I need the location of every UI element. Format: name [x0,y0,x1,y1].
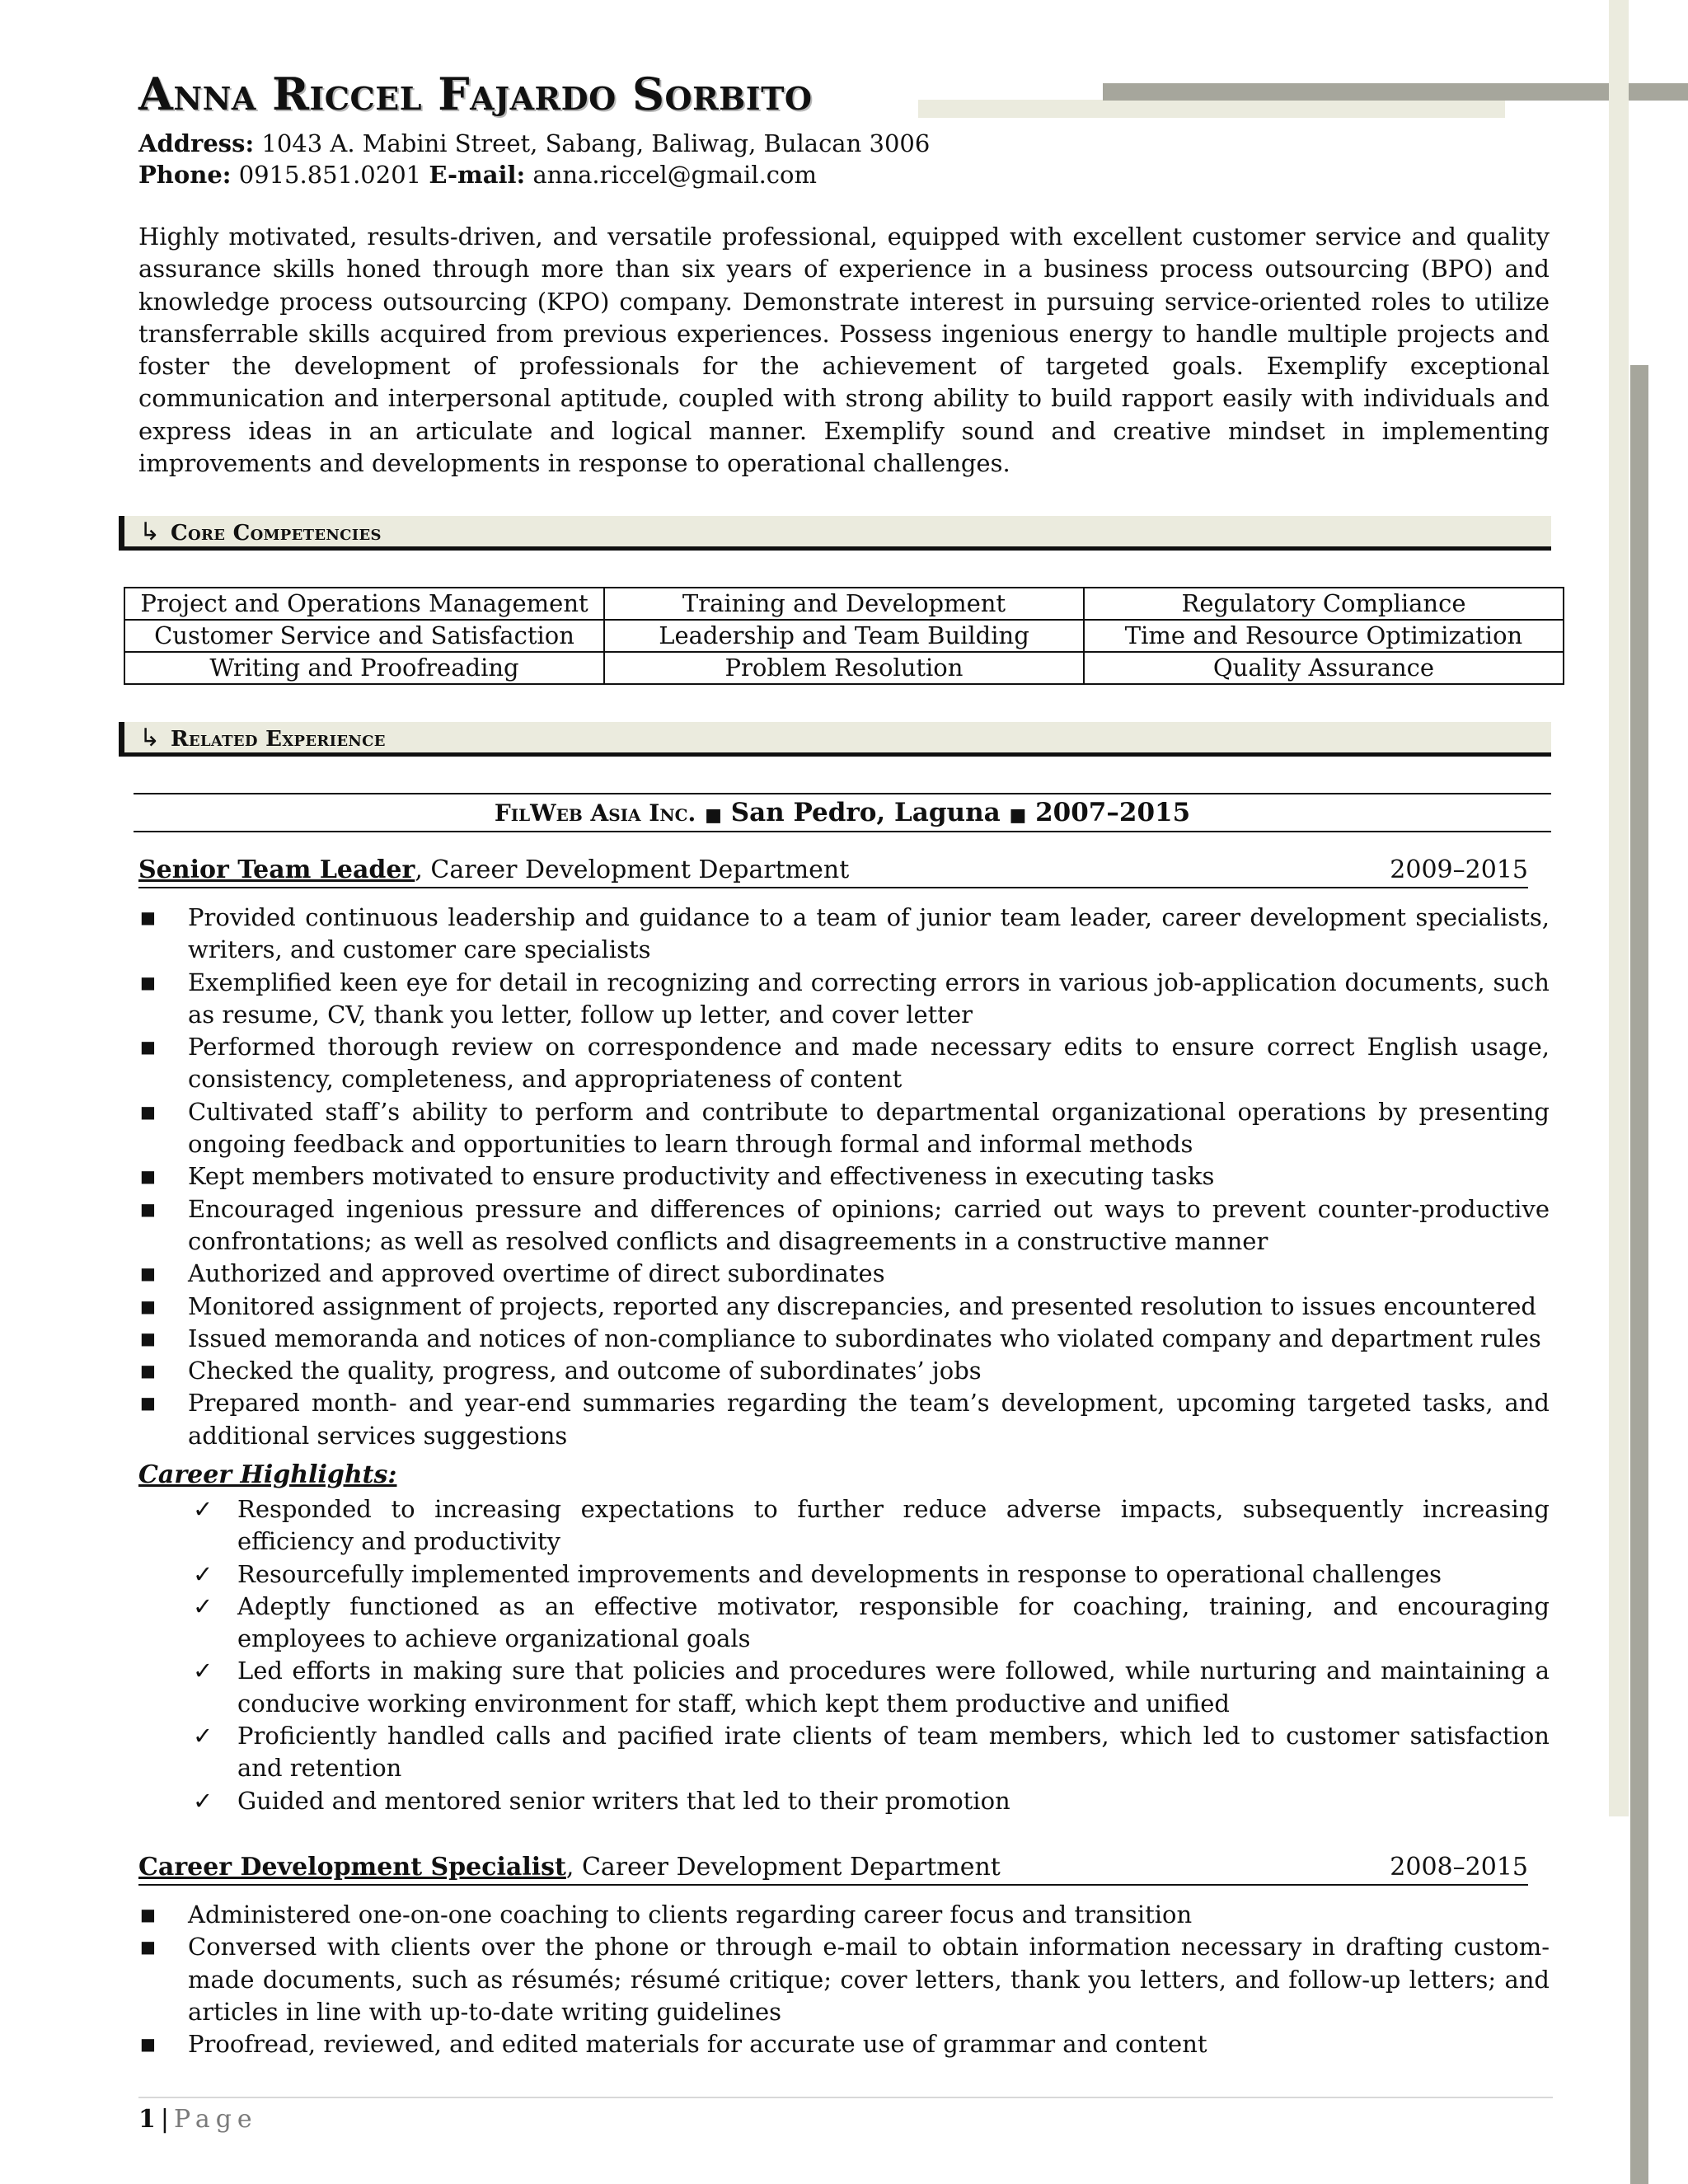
email-label: E-mail: [429,161,526,189]
square-bullet-icon: ■ [140,1263,156,1284]
competency-cell: Customer Service and Satisfaction [124,620,604,652]
list-item: ■ Administered one-on-one coaching to clients regarding career focus and transition [138,1899,1550,1931]
phone-label: Phone: [138,161,232,189]
competency-cell: Writing and Proofreading [124,652,604,684]
role-department: , Career Development Department [565,1853,1001,1882]
address-label: Address: [138,129,255,157]
square-bullet-icon: ■ [140,1937,156,1957]
contact-line [138,159,817,190]
role-title: Career Development Specialist [138,1853,566,1882]
role-years: 2008–2015 [1390,1853,1528,1882]
table-row [124,652,1564,684]
competency-cell: Leadership and Team Building [604,620,1084,652]
list-item: ✓ Led efforts in making sure that policies and procedures were followed, while nurturing and maintaining a conducive working environment for staff, which kept them productive and unified [193,1657,1550,1718]
competency-cell: Project and Operations Management [124,588,604,620]
side-deco-bar-dark [1630,365,1648,2184]
career-highlights-title: Career Highlights: [138,1460,397,1489]
curved-arrow-icon: ↳ [139,518,161,546]
list-item: ■ Authorized and approved overtime of direct subordinates [138,1258,1550,1290]
list-item: ■ Monitored assignment of projects, reported any discrepancies, and presented resolution to issues encountered [138,1291,1550,1323]
list-item: ■ Conversed with clients over the phone or through e-mail to obtain information necessary in drafting custom-made documents, such as résumés; résumé critique; cover letters, thank you letters, and follow-up letters; and articles in line with up-to-date writing guidelines [140,1933,1550,2026]
competency-cell: Time and Resource Optimization [1084,620,1564,652]
square-bullet-icon: ■ [140,972,156,992]
checkmark-icon: ✓ [193,1559,213,1588]
footer-separator: | [160,2105,169,2134]
square-bullet-icon: ■ [140,1328,156,1348]
role-senior-team-leader [138,854,1528,888]
candidate-name: Anna Riccel Fajardo Sorbito [138,68,813,120]
curved-arrow-icon: ↳ [139,724,161,752]
competency-cell: Quality Assurance [1084,652,1564,684]
footer-divider [138,2097,1553,2098]
company-location: San Pedro, Laguna [730,798,1001,827]
section-core-competencies [119,516,1551,551]
list-item: ✓ Adeptly functioned as an effective motivator, responsible for coaching, training, and encouraging employees to achieve organizational goals [193,1591,1550,1653]
career-highlights-list [188,1493,1550,1817]
list-item: ✓ Responded to increasing expectations to further reduce adverse impacts, subsequently increasing efficiency and productivity [193,1495,1550,1556]
square-bullet-icon: ■ [140,2034,156,2055]
checkmark-icon: ✓ [193,1786,213,1815]
side-deco-bar-light [1609,0,1629,1816]
square-bullet-icon: ■ [705,805,722,826]
square-bullet-icon: ■ [140,1361,156,1381]
list-item: ✓ Proficiently handled calls and pacified irate clients of team members, which led to customer satisfaction and retention [193,1722,1550,1783]
role-years: 2009–2015 [1390,855,1528,884]
header-deco-bar-dark [1103,83,1688,101]
square-bullet-icon: ■ [140,1101,156,1122]
email-value: anna.riccel@gmail.com [532,161,817,189]
competencies-table [124,587,1564,685]
square-bullet-icon: ■ [140,1037,156,1057]
competency-cell: Problem Resolution [604,652,1084,684]
list-item: ■ Encouraged ingenious pressure and differences of opinions; carried out ways to prevent counter-productive confrontations; as well as resolved conflicts and disagreements in a constructive manner [140,1194,1550,1255]
section-title: Core Competencies [171,521,382,546]
address-line [138,128,930,159]
role2-duties-list [138,1899,1550,2060]
list-item: ■ Proofread, reviewed, and edited materials for accurate use of grammar and content [138,2028,1550,2060]
header-deco-bar-light [918,100,1505,118]
checkmark-icon: ✓ [193,1591,213,1620]
list-item: ■ Checked the quality, progress, and outcome of subordinates’ jobs [138,1355,1550,1387]
list-item: ✓ Guided and mentored senior writers that led to their promotion [188,1785,1550,1817]
checkmark-icon: ✓ [193,1657,213,1685]
profile-summary: Highly motivated, results-driven, and versatile professional, equipped with excellent customer service and quality assurance skills honed through more than six years of experience in a business process outsourcing (BPO) and knowledge process outsourcing (KPO) company. Demonstrate interest in pursuing service-oriented roles to utilize transferrable skills acquired from previous experiences. Possess ingenious energy to handle multiple projects and foster the development of professionals for the achievement of targeted goals. Exemplify exceptional communication and interpersonal aptitude, coupled with strong ability to build rapport easily with individuals and express ideas in an articulate and logical manner. Exemplify sound and creative mindset in implementing improvements and developments in response to operational challenges. [138,223,1550,478]
list-item: ■ Provided continuous leadership and guidance to a team of junior team leader, career development specialists, writers, and customer care specialists [140,903,1550,964]
company-years: 2007–2015 [1035,798,1191,827]
section-title: Related Experience [171,727,386,752]
square-bullet-icon: ■ [1009,805,1027,826]
list-item: ■ Issued memoranda and notices of non-compliance to subordinates who violated company and department rules [138,1323,1550,1355]
page-footer [138,2105,258,2134]
list-item: ■ Kept members motivated to ensure productivity and effectiveness in executing tasks [138,1160,1550,1193]
square-bullet-icon: ■ [140,907,156,927]
checkmark-icon: ✓ [193,1495,213,1523]
competency-cell: Training and Development [604,588,1084,620]
company-header [134,793,1551,832]
square-bullet-icon: ■ [140,1166,156,1187]
square-bullet-icon: ■ [140,1296,156,1316]
role-department: , Career Development Department [415,855,850,884]
list-item: ■ Cultivated staff’s ability to perform and contribute to departmental organizational operations by presenting ongoing feedback and opportunities to learn through formal and informal methods [140,1097,1550,1159]
list-item: ■ Performed thorough review on correspondence and made necessary edits to ensure correct English usage, consistency, completeness, and appropriateness of content [140,1033,1550,1094]
list-item: ■ Exemplified keen eye for detail in recognizing and correcting errors in various job-application documents, such as resume, CV, thank you letter, follow up letter, and cover letter [140,968,1550,1029]
list-item: ■ Prepared month- and year-end summaries regarding the team’s development, upcoming targeted tasks, and additional services suggestions [140,1389,1550,1450]
table-row [124,620,1564,652]
page-label: Page [173,2105,258,2134]
role-career-development-specialist [138,1851,1528,1886]
square-bullet-icon: ■ [140,1198,156,1219]
page-number: 1 [138,2105,156,2134]
list-item: ✓ Resourcefully implemented improvements and developments in response to operational challenges [188,1558,1550,1591]
phone-value: 0915.851.0201 [238,161,422,189]
role1-duties-list [138,902,1550,1452]
table-row [124,588,1564,620]
competency-cell: Regulatory Compliance [1084,588,1564,620]
role-title: Senior Team Leader [138,855,415,884]
address-value: 1043 A. Mabini Street, Sabang, Baliwag, Bulacan 3006 [261,129,931,157]
section-related-experience [119,722,1551,757]
square-bullet-icon: ■ [140,1905,156,1924]
company-name: FilWeb Asia Inc. [494,799,696,827]
checkmark-icon: ✓ [193,1722,213,1750]
square-bullet-icon: ■ [140,1393,156,1413]
